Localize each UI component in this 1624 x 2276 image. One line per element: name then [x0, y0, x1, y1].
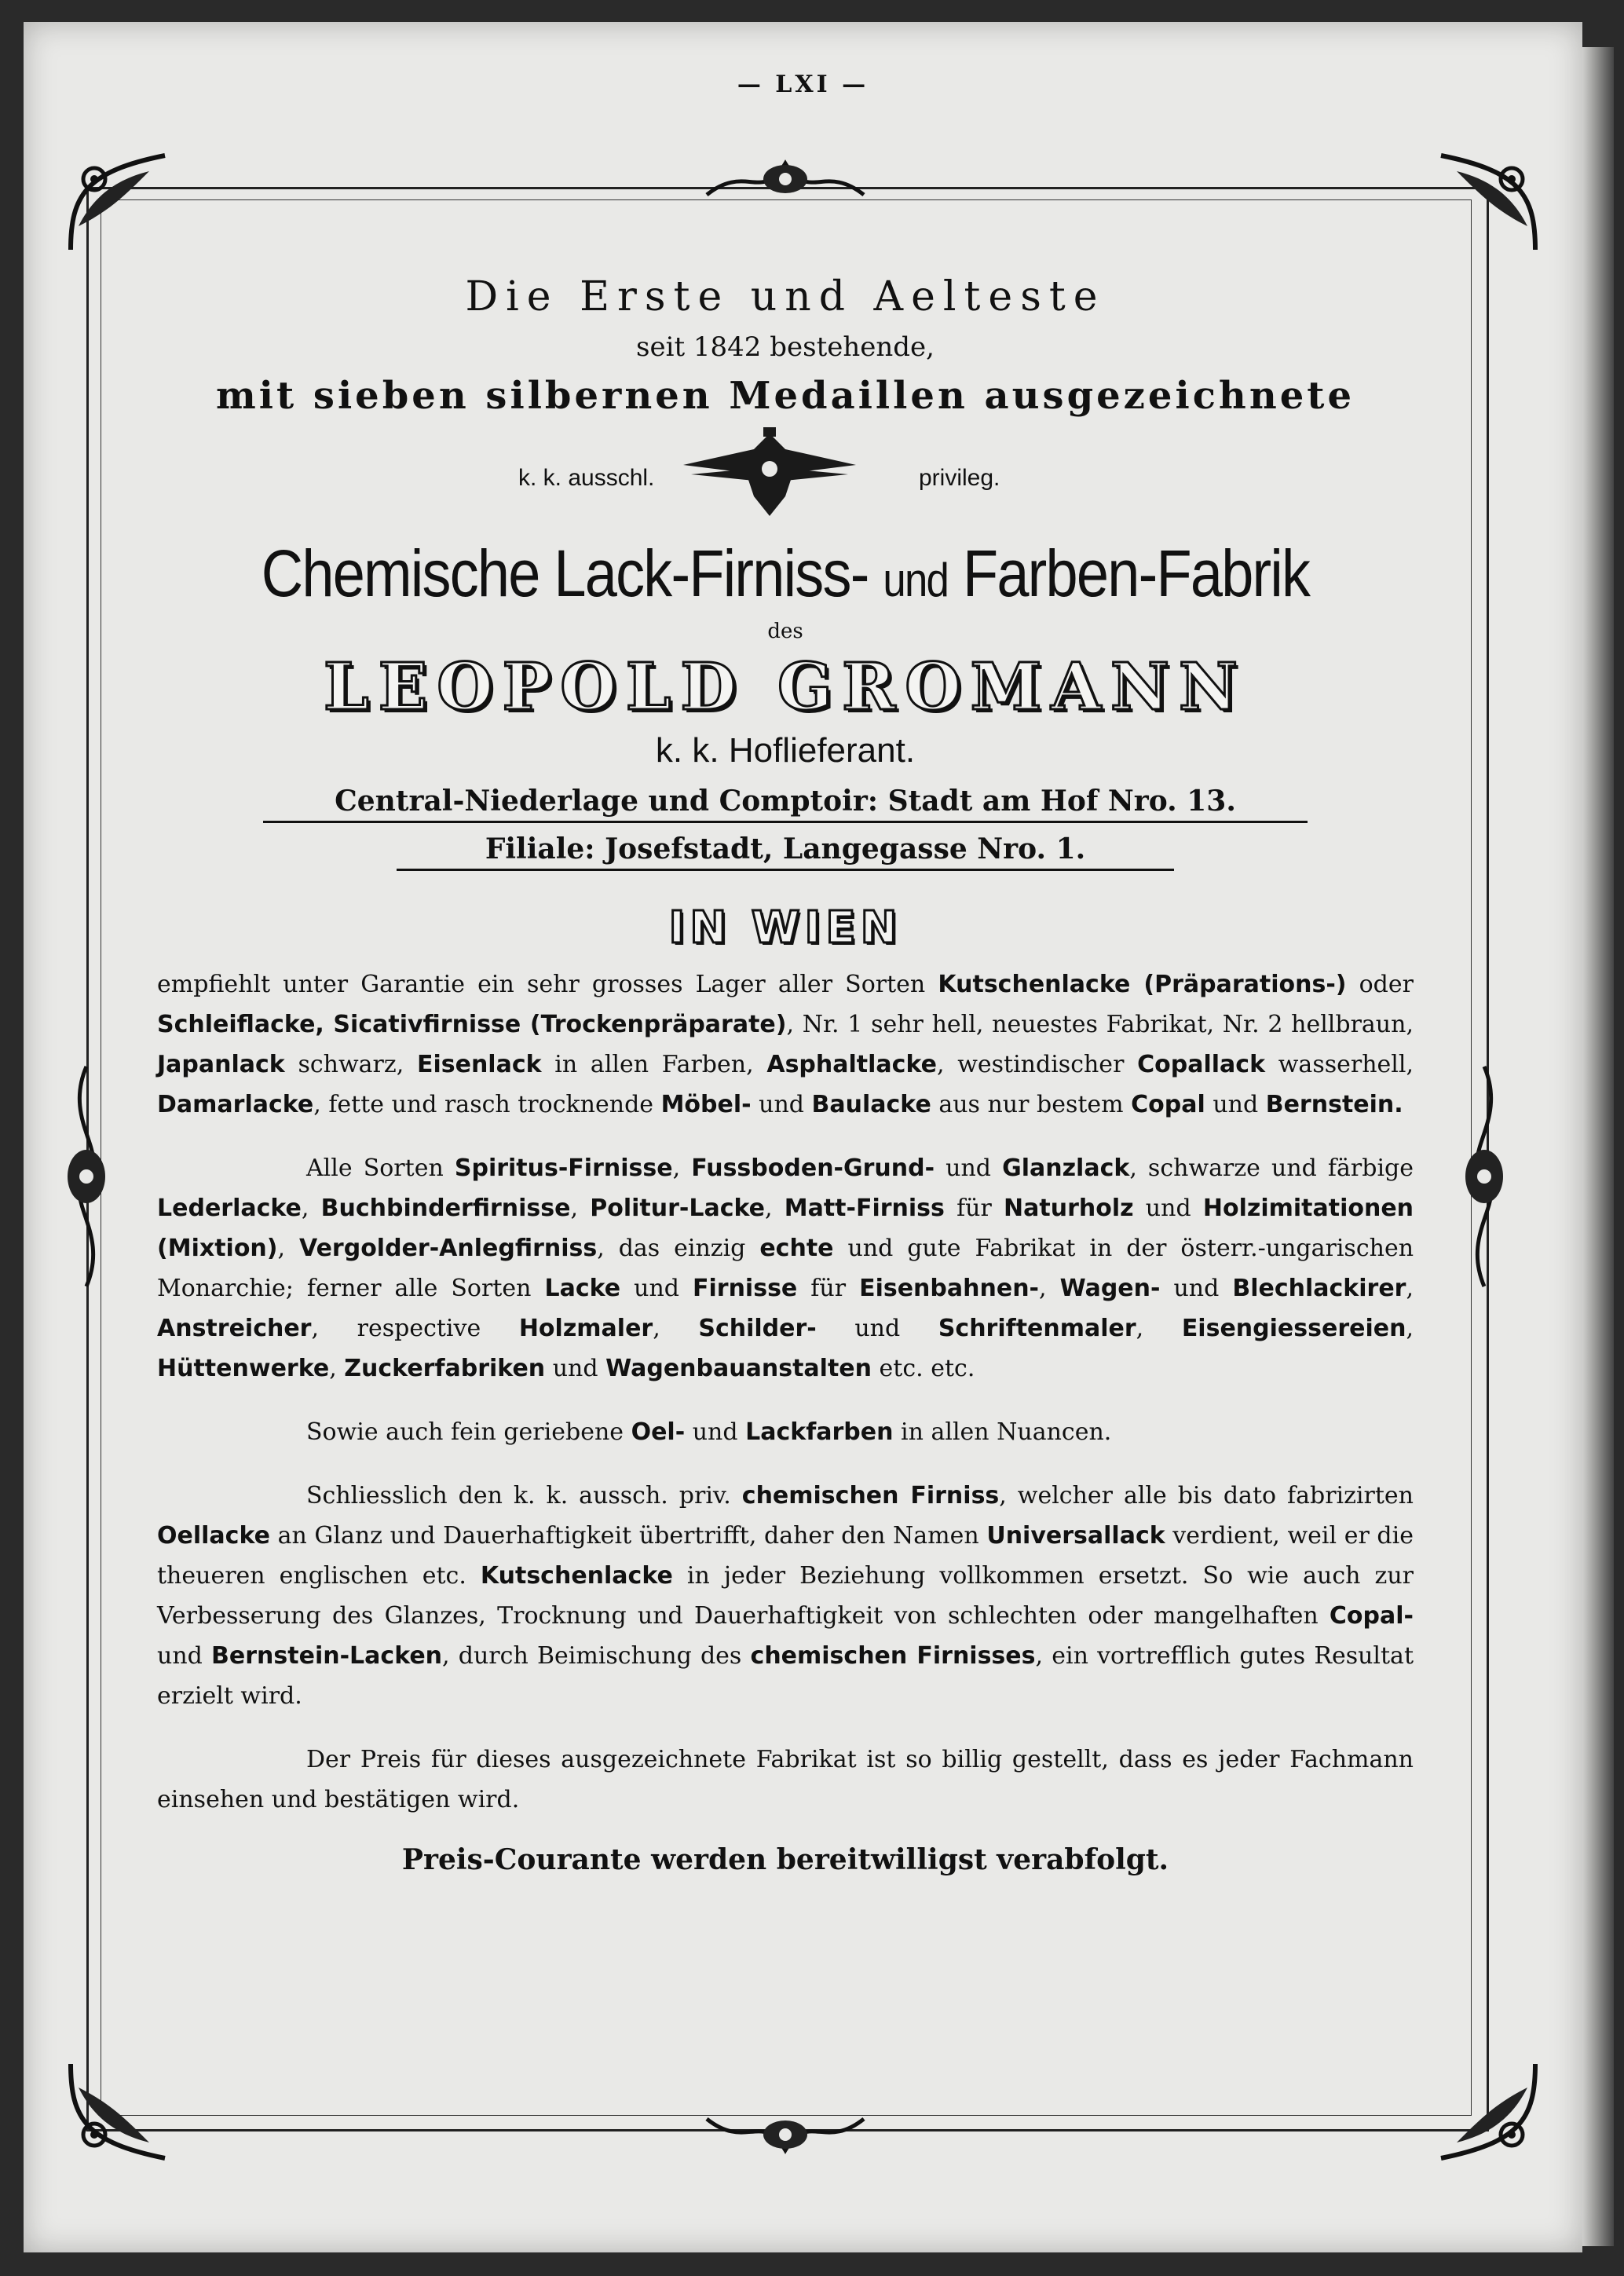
text-run: , [672, 1154, 692, 1182]
bold-term: Holzmaler [518, 1315, 653, 1342]
bold-term: Firnisse [693, 1275, 798, 1302]
bold-term: Kutschenlacke [480, 1562, 673, 1590]
factory-title-part1: Chemische Lack-Firniss- [261, 536, 869, 610]
text-run: , [301, 1195, 321, 1222]
bold-term: Wagenbauanstalten [605, 1355, 872, 1382]
bold-term: Anstreicher [157, 1315, 312, 1342]
bold-term: chemischen Firnisses [750, 1642, 1036, 1670]
heading-line-3: mit sieben silbernen Medaillen ausgezeichnete [216, 374, 1355, 418]
bold-term: Naturholz [1004, 1195, 1134, 1222]
text-run: , [329, 1355, 345, 1382]
text-run: und gute Fabrikat in der österr.-ungarischen Monarchie; ferner alle Sorten [157, 1235, 1414, 1302]
bold-term: Zuckerfabriken [344, 1355, 546, 1382]
hoflieferant: k. k. Hoflieferant. [655, 731, 916, 770]
text-run: Sowie auch fein geriebene [306, 1418, 631, 1446]
privilege-row [134, 426, 1437, 528]
bold-term: Asphaltlacke [766, 1051, 937, 1078]
text-run: Schliesslich den k. k. aussch. priv. [306, 1482, 742, 1509]
text-run: und [1133, 1195, 1203, 1222]
title-des: des [767, 620, 803, 643]
bold-term: echte [759, 1235, 834, 1262]
privilege-left: k. k. ausschl. [518, 465, 655, 491]
rule-1 [263, 821, 1308, 823]
bold-term: Oellacke [157, 1522, 270, 1550]
bold-term: Politur-Lacke [590, 1195, 765, 1222]
text-run: , respective [311, 1315, 519, 1342]
text-run: , [277, 1235, 299, 1262]
text-run: , [1136, 1315, 1182, 1342]
factory-title-part2: Farben-Fabrik [962, 536, 1310, 610]
bold-term: Copal- [1329, 1602, 1414, 1630]
paragraph-1 [134, 964, 1437, 1125]
text-run: und [816, 1315, 938, 1342]
text-run: , [1039, 1275, 1060, 1302]
text-run: , schwarze und färbige [1129, 1154, 1414, 1182]
bold-term: Schriftenmaler [938, 1315, 1136, 1342]
bold-term: Holzimitationen (Mixtion) [157, 1195, 1414, 1262]
text-run: , fette und rasch trocknende [313, 1091, 661, 1118]
text-run: für [797, 1275, 860, 1302]
page-number: — LXI — [737, 71, 869, 98]
bold-term: Oel- [631, 1418, 686, 1446]
factory-title [212, 536, 1359, 612]
text-run: Der Preis für dieses ausgezeichnete Fabrikat ist so billig gestellt, dass es jeder Fachmann einsehen und bestätigen wird. [157, 1746, 1414, 1813]
bold-term: Lackfarben [745, 1418, 894, 1446]
corner-ornament-bottom-left-icon [63, 2056, 173, 2166]
text-run: , [1406, 1315, 1414, 1342]
bold-term: Eisengiessereien [1181, 1315, 1406, 1342]
text-run: etc. etc. [872, 1355, 975, 1382]
text-run: , [1406, 1275, 1414, 1302]
text-run: , welcher alle bis dato fabrizirten [999, 1482, 1414, 1509]
corner-ornament-bottom-right-icon [1433, 2056, 1543, 2166]
owner-name: LEOPOLD GROMANN [324, 650, 1247, 725]
bold-term: Lacke [544, 1275, 621, 1302]
bold-term: Universallack [986, 1522, 1165, 1550]
text-run: , Nr. 1 sehr hell, neuestes Fabrikat, Nr. 2 hellbraun, [786, 1011, 1414, 1038]
text-run: und [751, 1091, 812, 1118]
text-run: und [685, 1418, 746, 1446]
text-run: schwarz, [284, 1051, 417, 1078]
book-spine-edge [1582, 47, 1614, 2246]
double-eagle-emblem-icon [675, 426, 864, 520]
text-run: , durch Beimischung des [442, 1642, 751, 1670]
paragraph-4 [134, 1476, 1437, 1716]
corner-ornament-top-right-icon [1433, 148, 1543, 258]
bold-term: Eisenbahnen- [859, 1275, 1040, 1302]
crown-ornament-bottom-icon [699, 2103, 872, 2166]
bold-term: Matt-Firniss [784, 1195, 945, 1222]
bold-term: Glanzlack [1002, 1154, 1130, 1182]
bold-term: Copal [1131, 1091, 1205, 1118]
bold-term: Hüttenwerke [157, 1355, 330, 1382]
text-run: empfiehlt unter Garantie ein sehr grosses Lager aller Sorten [157, 971, 938, 998]
text-run: und [157, 1642, 212, 1670]
text-run: und [1205, 1091, 1266, 1118]
bold-term: Vergolder-Anlegfirniss [299, 1235, 598, 1262]
bold-term: Möbel- [660, 1091, 752, 1118]
crown-ornament-top-icon [699, 148, 872, 210]
text-run: in allen Nuancen. [893, 1418, 1112, 1446]
text-run: oder [1346, 971, 1414, 998]
bold-term: Wagen- [1059, 1275, 1161, 1302]
advertisement-content [134, 242, 1437, 1876]
text-run: und [1160, 1275, 1233, 1302]
text-run: , [653, 1315, 699, 1342]
factory-title-und: und [883, 554, 949, 606]
text-run: und [620, 1275, 693, 1302]
paragraph-5 [134, 1740, 1437, 1820]
text-run: Alle Sorten [306, 1154, 455, 1182]
bold-term: Japanlack [157, 1051, 285, 1078]
text-run: und [545, 1355, 606, 1382]
text-run: wasserhell, [1265, 1051, 1414, 1078]
branch-address: Filiale: Josefstadt, Langegasse Nro. 1. [485, 832, 1086, 865]
bold-term: Spiritus-Firnisse [454, 1154, 673, 1182]
corner-ornament-top-left-icon [63, 148, 173, 258]
rule-2 [397, 869, 1174, 871]
heading-line-1: Die Erste und Aelteste [465, 273, 1106, 320]
paragraph-3 [134, 1412, 1437, 1452]
bold-term: Eisenlack [416, 1051, 542, 1078]
heading-line-2: seit 1842 bestehende, [636, 331, 935, 363]
text-run: , das einzig [597, 1235, 760, 1262]
side-ornament-left-icon [55, 1059, 118, 1294]
bold-term: Damarlacke [157, 1091, 314, 1118]
central-address: Central-Niederlage und Comptoir: Stadt am Hof Nro. 13. [335, 785, 1236, 818]
bold-term: Bernstein. [1265, 1091, 1403, 1118]
bold-term: Bernstein-Lacken [211, 1642, 443, 1670]
text-run: verdient, weil er die theueren englischen etc. [157, 1522, 1414, 1590]
bold-term: Blechlackirer [1232, 1275, 1406, 1302]
paragraph-2 [134, 1148, 1437, 1389]
bold-term: Schilder- [698, 1315, 817, 1342]
text-run: in jeder Beziehung vollkommen ersetzt. So wie auch zur Verbesserung des Glanzes, Trocknung und Dauerhaftigkeit von schlechten oder mangelhaften [157, 1562, 1414, 1630]
text-run: , [764, 1195, 785, 1222]
bold-term: Schleiflacke, Sicativfirnisse (Trockenpräparate) [157, 1011, 787, 1038]
side-ornament-right-icon [1453, 1059, 1516, 1294]
text-run: , [570, 1195, 591, 1222]
privilege-right: privileg. [919, 465, 1000, 491]
text-run: für [944, 1195, 1004, 1222]
text-run: an Glanz und Dauerhaftigkeit übertrifft, daher den Namen [269, 1522, 987, 1550]
closing-line: Preis-Courante werden bereitwilligst verabfolgt. [401, 1843, 1169, 1876]
text-run: aus nur bestem [931, 1091, 1132, 1118]
text-run: , ein vortrefflich gutes Resultat erzielt wird. [157, 1642, 1414, 1710]
bold-term: chemischen Firniss [741, 1482, 1000, 1509]
city-heading: IN WIEN [668, 902, 902, 953]
bold-term: Lederlacke [157, 1195, 302, 1222]
bold-term: Baulacke [811, 1091, 931, 1118]
bold-term: Fussboden-Grund- [691, 1154, 935, 1182]
advertisement-page [24, 22, 1582, 2252]
text-run: , westindischer [936, 1051, 1138, 1078]
bold-term: Buchbinderfirnisse [320, 1195, 571, 1222]
bold-term: Copallack [1137, 1051, 1266, 1078]
text-run: in allen Farben, [541, 1051, 767, 1078]
bold-term: Kutschenlacke (Präparations-) [938, 971, 1347, 998]
text-run: und [935, 1154, 1003, 1182]
